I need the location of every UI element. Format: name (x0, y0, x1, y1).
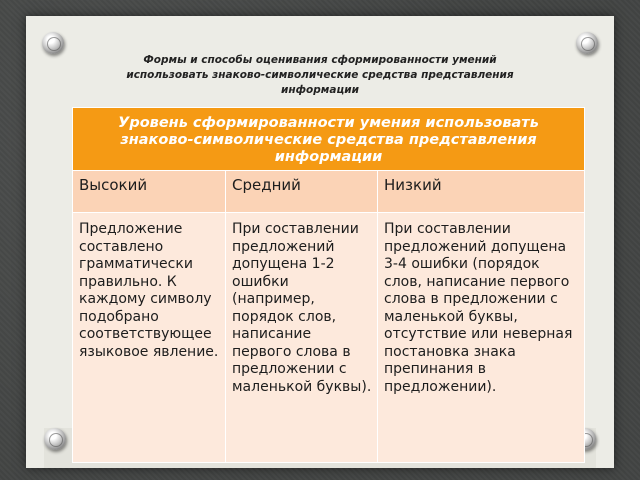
description-high: Предложение составлено грамматически правильно. К каждому символу подобрано соответствующее языковое явление. (73, 213, 226, 463)
pin-bottom-left-icon (44, 428, 66, 450)
level-low: Низкий (378, 171, 585, 213)
description-medium: При составлении предложений допущена 1-2 ошибки (например, порядок слов, написание первого слова в предложении с маленькой буквы). (226, 213, 378, 463)
table-row-descriptions (73, 213, 585, 463)
table-header-row (73, 108, 585, 171)
table-row-levels (73, 171, 585, 213)
pin-top-right-icon (576, 32, 598, 54)
slide-title (90, 53, 550, 98)
evaluation-table (72, 107, 585, 463)
title-line: использовать знаково-символические средства представления (126, 69, 514, 81)
description-low: При составлении предложений допущена 3-4 ошибки (порядок слов, написание первого слова в предложении с маленькой буквы, отсутствие или неверная постановка знака препинания в предложении). (378, 213, 585, 463)
table-header-cell (73, 108, 585, 171)
title-line: информации (281, 84, 359, 96)
header-line: Уровень сформированности умения использовать (118, 114, 539, 131)
pin-top-left-icon (42, 32, 64, 54)
level-high: Высокий (73, 171, 226, 213)
header-line: знаково-символические средства представления (120, 131, 537, 148)
level-medium: Средний (226, 171, 378, 213)
header-line: информации (274, 148, 383, 165)
title-line: Формы и способы оценивания сформированности умений (143, 54, 497, 66)
